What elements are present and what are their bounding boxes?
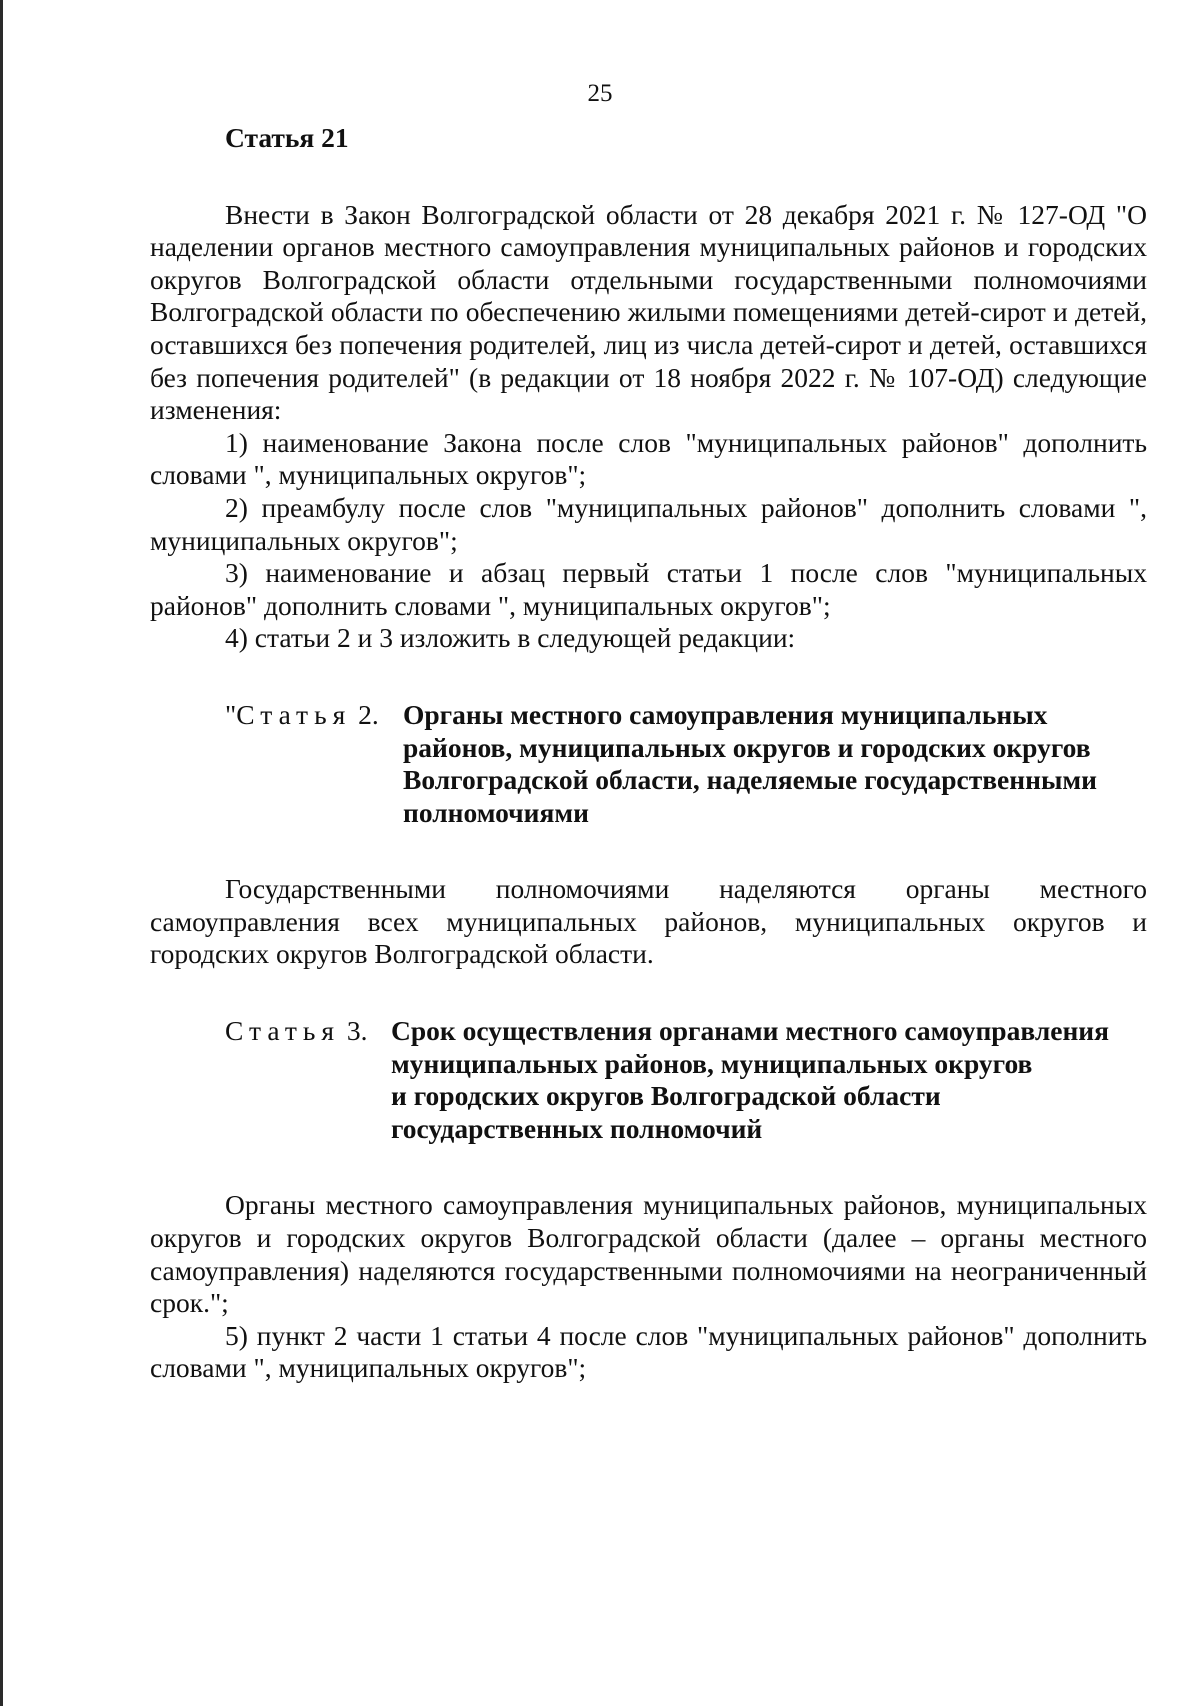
intro-paragraph: Внести в Закон Волгоградской области от 28 декабря 2021 г. № 127-ОД "О наделении органов местного самоуправления муниципальных районов и городских округов Волгоградской области отдельными государственными полномочиями Волгоградской области по обеспечению жилыми помещениями детей-сирот и детей, оставшихся без попечения родителей, лиц из числа детей-сирот и детей, оставшихся без попечения родителей" (в редакции от 18 ноября 2022 г. № 107-ОД) следующие изменения:	[150, 198, 1147, 426]
article-3-title: Срок осуществления органами местного самоуправления муниципальных районов, муниципальных округов и городских округов Волгоградской области государственных полномочий	[391, 1015, 1110, 1144]
list-item-3: 3) наименование и абзац первый статьи 1 после слов "муниципальных районов" дополнить словами ", муниципальных округов";	[150, 557, 1147, 621]
list-item-1: 1) наименование Закона после слов "муниципальных районов" дополнить словами ", муниципальных округов";	[150, 426, 1147, 491]
article-3-heading	[225, 1015, 1147, 1145]
scan-edge	[0, 0, 3, 1706]
article-3-body: Органы местного самоуправления муниципальных районов, муниципальных округов и городских округов Волгоградской области (далее – органы местного самоуправления) наделяются государственными полномочиями на неограниченный срок.";	[150, 1189, 1147, 1319]
article-2-body: Государственными полномочиями наделяются органы местного самоуправления всех муниципальных районов, муниципальных округов и городских округов Волгоградской области.	[150, 873, 1147, 970]
document-body	[150, 122, 1147, 1385]
list-item-2: 2) преамбулу после слов "муниципальных районов" дополнить словами ", муниципальных округов";	[150, 491, 1147, 556]
list-item-5: 5) пункт 2 части 1 статьи 4 после слов "муниципальных районов" дополнить словами ", муниципальных округов";	[150, 1319, 1147, 1384]
page-number: 25	[587, 80, 613, 107]
article-2-title: Органы местного самоуправления муниципальных районов, муниципальных округов и городских округов Волгоградской области, наделяемые государственными полномочиями	[403, 698, 1097, 828]
article-title: Статья 21	[225, 122, 349, 153]
article-3-prefix: Статья 3.	[225, 1015, 368, 1047]
article-2-heading	[225, 699, 1147, 829]
article-2-prefix: "Статья 2.	[225, 698, 379, 730]
list-item-4: 4) статьи 2 и 3 изложить в следующей редакции:	[225, 622, 796, 654]
